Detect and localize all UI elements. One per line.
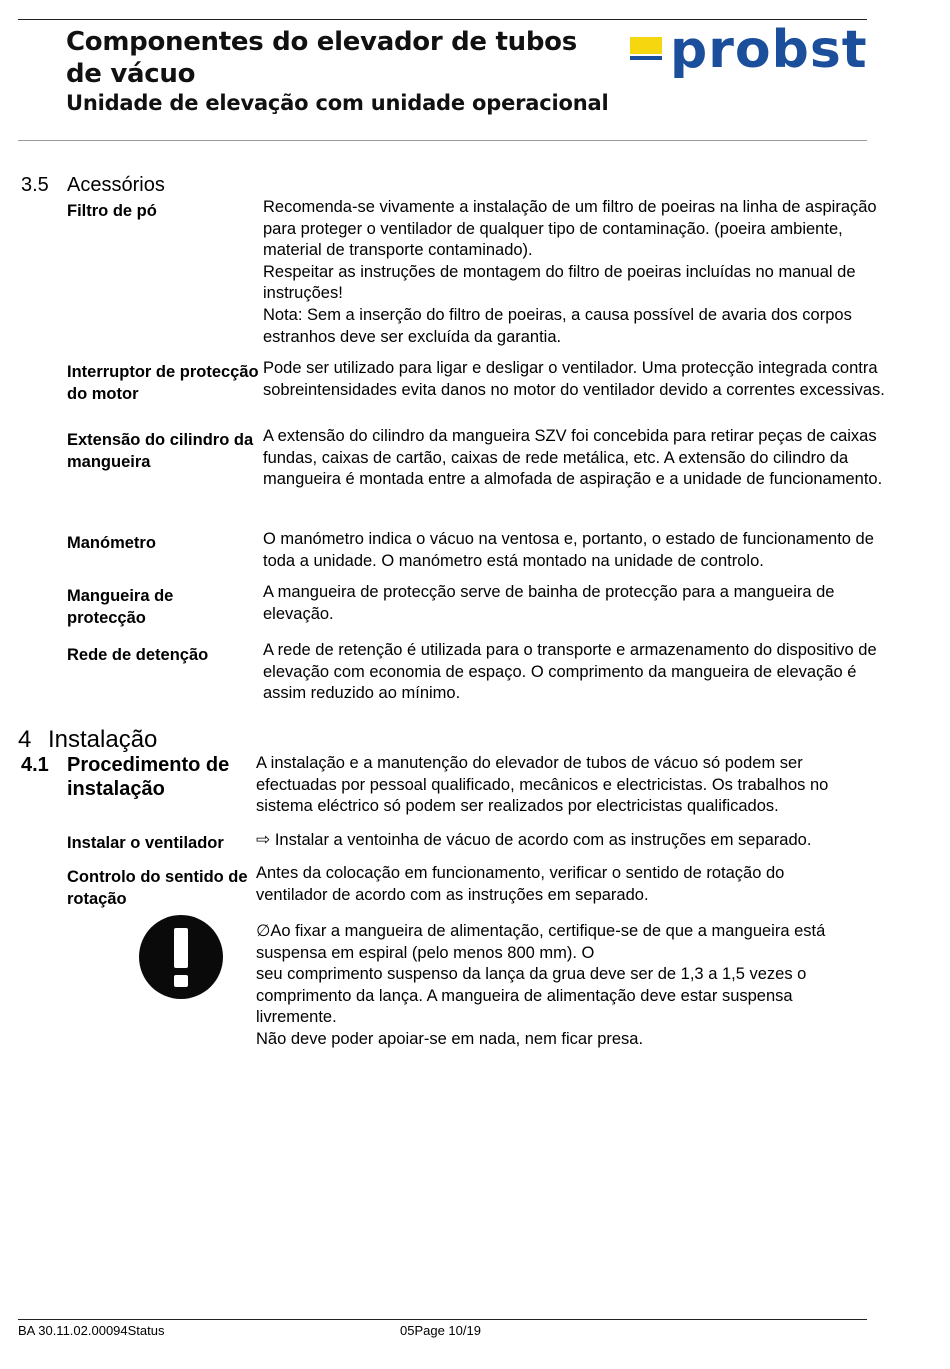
item-text-manometer: O manómetro indica o vácuo na ventosa e, portanto, o estado de funcionamento de toda a unidade. O manómetro está montado na unidade de controlo. (263, 530, 874, 570)
item-label-dust-filter: Filtro de pó (67, 202, 157, 220)
footer-rule (18, 1319, 867, 1320)
item-text-retaining-net: A rede de retenção é utilizada para o transporte e armazenamento do dispositivo de elevação com economia de espaço. O comprimento da mangueira de elevação é assim reduzido ao mínimo. (263, 641, 877, 703)
chapter-number: 4 (18, 726, 32, 753)
item-text-dust-filter: Recomenda-se vivamente a instalação de um filtro de poeiras na linha de aspiração para proteger o ventilador de qualquer tipo de contaminação. (poeira ambiente, material de transporte contaminado). Respeitar as instruções de montagem do filtro de poeiras incluídas no manual de instruções! Nota: Sem a inserção do filtro de poeiras, a causa possível de avaria dos corpos estranhos deve ser excluída da garantia. (263, 198, 877, 346)
rotation-check-label: Controlo do sentido de rotação (67, 868, 248, 908)
rotation-check-text: Antes da colocação em funcionamento, verificar o sentido de rotação do ventilador de acordo com as instruções em separado. (256, 864, 785, 904)
subsection-number: 4.1 (21, 754, 49, 776)
section-number: 3.5 (21, 174, 49, 196)
document-subtitle: Unidade de elevação com unidade operacional (66, 91, 609, 115)
item-text-hose-extension: A extensão do cilindro da mangueira SZV foi concebida para retirar peças de caixas fundas, caixas de cartão, caixas de rede metálica, etc. A extensão do cilindro da mangueira é montada entre a almofada de aspiração e a unidade de funcionamento. (263, 427, 883, 489)
footer-page-number: 05Page 10/19 (400, 1323, 481, 1338)
item-label-manometer: Manómetro (67, 534, 156, 552)
warning-text-block (256, 920, 846, 1051)
logo-yellow-mark (630, 37, 662, 54)
header-bottom-rule (18, 140, 867, 141)
item-label-protective-hose: Mangueira de protecção (67, 587, 174, 627)
item-label-motor-switch: Interruptor de protecção do motor (67, 363, 259, 403)
logo-wordmark: probst (670, 20, 868, 80)
section-title: Acessórios (67, 174, 165, 196)
install-fan-label: Instalar o ventilador (67, 834, 224, 852)
arrow-right-icon: ⇨ (256, 830, 271, 850)
warning-exclamation-icon (138, 914, 224, 1000)
item-label-retaining-net: Rede de detenção (67, 646, 209, 664)
install-fan-step (256, 830, 886, 852)
warning-text: Ao fixar a mangueira de alimentação, certifique-se de que a mangueira está suspensa em espiral (pelo menos 800 mm). O seu comprimento suspenso da lança da grua deve ser de 1,3 a 1,5 vezes o comprimento da lança. A mangueira de alimentação deve estar suspensa livremente. Não deve poder apoiar-se em nada, nem ficar presa. (256, 922, 826, 1048)
document-title: Componentes do elevador de tubos de vácuo (66, 27, 577, 89)
item-text-protective-hose: A mangueira de protecção serve de bainha de protecção para a mangueira de elevação. (263, 583, 835, 623)
subsection-title: Procedimento de instalação (67, 754, 230, 800)
logo-blue-mark (630, 56, 662, 60)
footer-doc-ref: BA 30.11.02.00094Status (18, 1323, 165, 1338)
chapter-title: Instalação (48, 726, 158, 753)
empty-set-icon: ∅ (256, 921, 271, 940)
item-text-motor-switch: Pode ser utilizado para ligar e desligar o ventilador. Uma protecção integrada contra sobreintensidades evita danos no motor do ventilador devido a correntes excessivas. (263, 359, 885, 399)
probst-logo (630, 20, 870, 80)
installation-intro: A instalação e a manutenção do elevador de tubos de vácuo só podem ser efectuadas por pessoal qualificado, mecânicos e electricistas. Os trabalhos no sistema eléctrico só podem ser realizados por electricistas qualificados. (256, 754, 829, 816)
install-fan-text: Instalar a ventoinha de vácuo de acordo com as instruções em separado. (274, 831, 812, 849)
item-label-hose-extension: Extensão do cilindro da mangueira (67, 431, 254, 471)
